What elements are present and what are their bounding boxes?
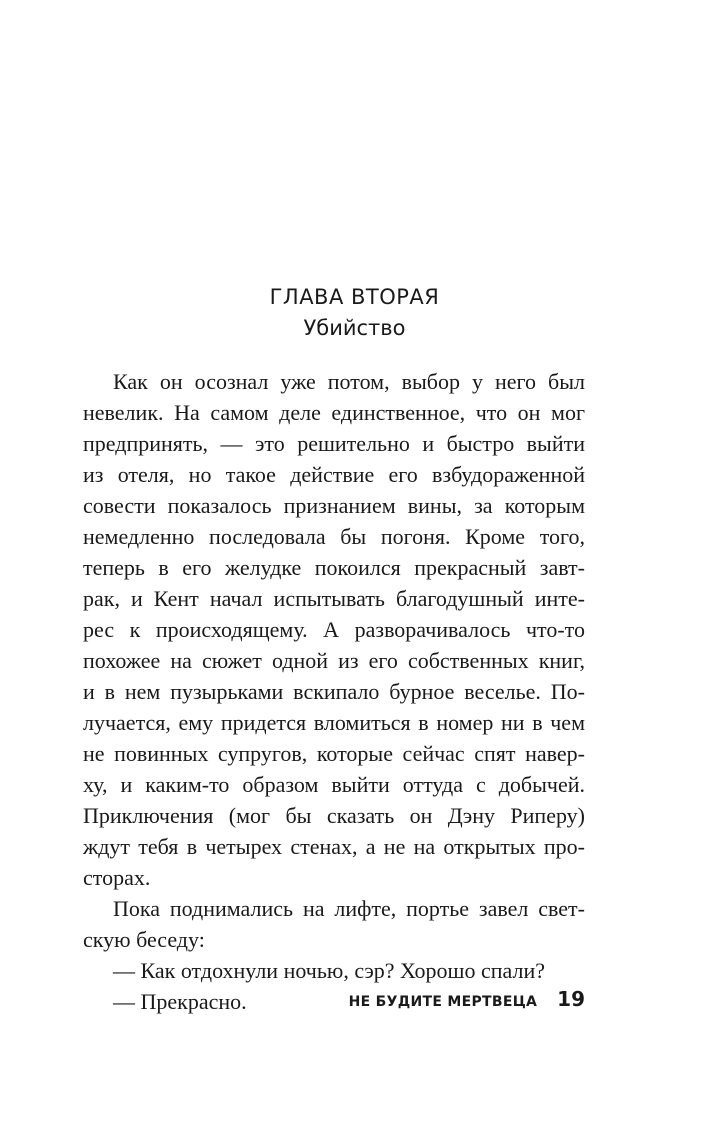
text-line: немедленно последовала бы погоня. Кроме того, bbox=[83, 524, 585, 549]
text-line: не повинных супругов, которые сейчас спят навер- bbox=[83, 741, 585, 766]
text-line: предпринять, — это решительно и быстро выйти bbox=[83, 431, 585, 456]
text-line: похожее на сюжет одной из его собственных книг, bbox=[83, 648, 585, 673]
running-title: НЕ БУДИТЕ МЕРТВЕЦА bbox=[348, 994, 538, 1010]
text-line: рес к происходящему. А разворачивалось что-то bbox=[83, 617, 585, 642]
text-line: ху, и каким-то образом выйти оттуда с добычей. bbox=[83, 772, 585, 797]
page-footer bbox=[349, 987, 585, 1011]
text-line: ждут тебя в четырех стенах, а не на открытых про- bbox=[83, 834, 585, 859]
dialogue-line: — Прекрасно. bbox=[113, 989, 247, 1014]
text-line: лучается, ему придется вломиться в номер ни в чем bbox=[83, 710, 585, 735]
page-number: 19 bbox=[557, 987, 585, 1011]
dialogue-line: — Как отдохнули ночью, сэр? Хорошо спали? bbox=[113, 958, 546, 983]
text-line: теперь в его желудке покоился прекрасный завт- bbox=[83, 555, 585, 580]
text-line: Приключения (мог бы сказать он Дэну Риперу) bbox=[83, 803, 585, 828]
text-line: сторах. bbox=[83, 865, 151, 890]
text-line: невелик. На самом деле единственное, что он мог bbox=[83, 400, 585, 425]
text-line: Пока поднимались на лифте, портье завел свет- bbox=[113, 896, 585, 921]
text-line: совести показалось признанием вины, за которым bbox=[83, 493, 585, 518]
text-line: скую беседу: bbox=[83, 927, 205, 952]
chapter-title: ГЛАВА ВТОРАЯ bbox=[269, 285, 440, 309]
text-line: рак, и Кент начал испытывать благодушный инте- bbox=[83, 586, 585, 611]
body-text bbox=[83, 366, 585, 1017]
text-line: и в нем пузырьками вскипало бурное веселье. По- bbox=[83, 679, 585, 704]
text-line: Как он осознал уже потом, выбор у него был bbox=[113, 369, 585, 394]
text-line: из отеля, но такое действие его взбудораженной bbox=[83, 462, 585, 487]
chapter-subtitle: Убийство bbox=[303, 316, 406, 340]
